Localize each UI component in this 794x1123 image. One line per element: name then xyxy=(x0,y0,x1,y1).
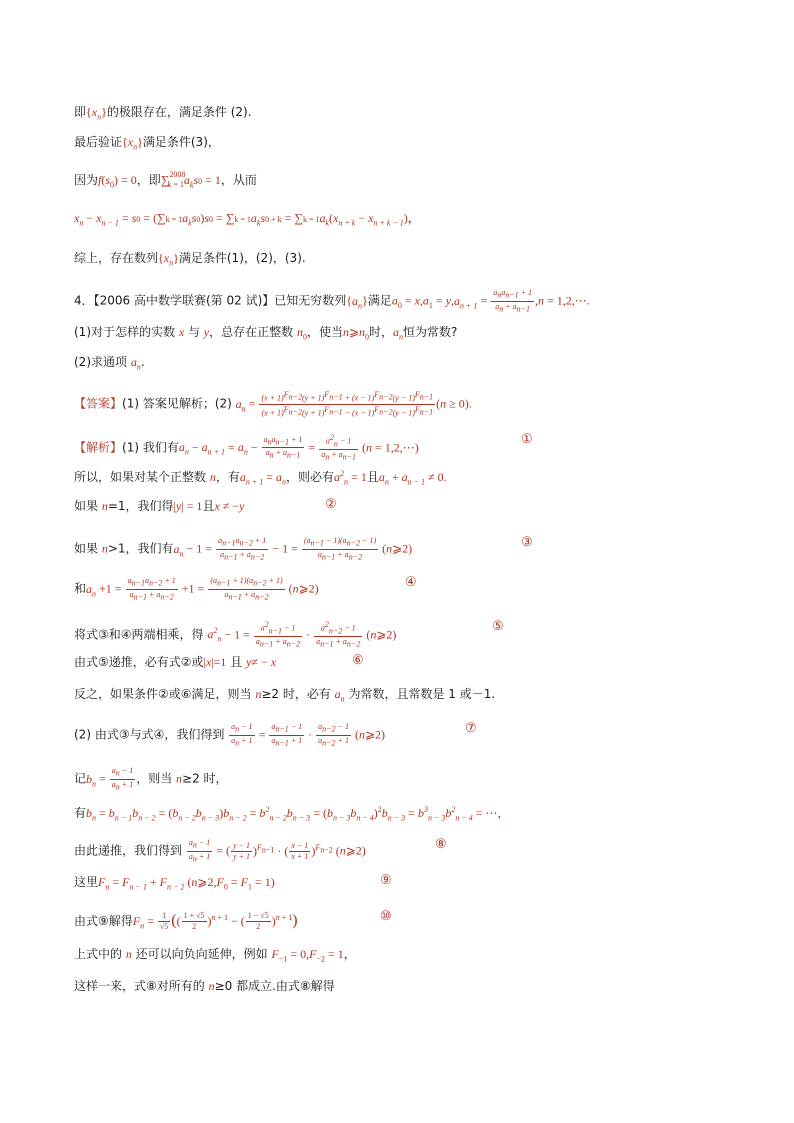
analysis-line-11: 有$b_n = b_{n - 1}b_{n - 2} = (b_{n - 2}b_{n - 3})b_{n - 2} = b^2_{n - 2}b_{n - 3} = (b_{n - 3}b_{n - 4})^2b_{n - 3} = b^3_{n - 3}b^2_{n - 4}$ = ⋯， xyxy=(74,805,510,823)
eq-number-1: ① xyxy=(521,432,533,447)
analysis-line-7: 由式⑤递推，必有式②或|x|=1 且 y≠ − x xyxy=(74,655,277,669)
analysis-line-8: 反之，如果条件②或⑥满足，则当 n≥2 时，必有 $a_n$ 为常数，且常数是 1 或－1. xyxy=(74,687,496,704)
analysis-line-15: 上式中的 n 还可以向负向延伸，例如 $F_{-1} = 0,F_{-2} = 1$， xyxy=(74,947,356,964)
analysis-line-4: 如果 n>1，我们有$a_n - 1$ = $\frac{a_{n-1}a_{n-2} + 1}{a_{n-1} + a_{n-2}}$ − 1 = $\frac{(a_{n-1} - 1)(a_{n-2} - 1)}{a_{n-1} + a_{n-2}}$ (n⩾2) xyxy=(74,536,413,562)
eq-number-6: ⑥ xyxy=(352,653,364,668)
text-line-5: 综上，存在数列$\{x_n\}$满足条件(1)，(2)，(3). xyxy=(74,251,306,268)
eq-number-8: ⑧ xyxy=(435,837,447,852)
question-1: (1)对于怎样的实数 x 与 y，总存在正整数 $n_0$，使当$n⩾n_0$时，$a_n$恒为常数? xyxy=(74,325,458,342)
analysis-line-10: 记$b_n$ = $\frac{a_n - 1}{a_n + 1}$ ，则当 n≥2 时， xyxy=(74,766,228,792)
answer-line: 【答案】(1) 答案见解析；(2) $a_n$ = $\frac{(x + 1)^{F_{n-2}}(y + 1)^{F_{n-1}} + (x - 1)^{F_{n-2}}(y - 1)^{F_{n-1}}}{(x + 1)^{F_{n-2}}(y + 1)^{F_{n-1}} - (x - 1)^{F_{n-2}}(y - 1)^{F_{n-1}}}$ (n ≥ 0). xyxy=(74,390,472,418)
problem-4-title: 4．【2006 高中数学联赛(第 02 试)】已知无穷数列$\{a_n\}$满足$a_0 = x,a_1 = y,a_{n + 1}$ = $\frac{a_na_{n-1} + 1}{a_n + a_{n-1}}$ ,n = 1,2,⋯. xyxy=(74,288,590,314)
eq-number-2: ② xyxy=(325,497,337,512)
question-2: (2)求通项 $a_n$. xyxy=(74,355,145,372)
text-line-2: 最后验证$\{x_n\}$满足条件(3)， xyxy=(74,135,220,152)
analysis-line-1: 【解析】(1) 我们有$a_n - a_{n + 1} = a_n$ − $\frac{a_na_{n-1} + 1}{a_n + a_{n-1}}$ = $\frac{a^2_n - 1}{a_n + a_{n-1}}$ (n = 1,2,⋯) xyxy=(74,433,419,462)
analysis-line-16: 这样一来，式⑧对所有的 n≥0 都成立.由式⑧解得 xyxy=(74,979,335,993)
analysis-line-14: 由式⑨解得$F_n$ = $\frac{1}{√5}$ (( $\frac{1 + √5}{2}$ )$^{n + 1}$ − ( $\frac{1 - √5}{2}$ )$^{n + 1}$) xyxy=(74,911,298,931)
eq-number-4: ④ xyxy=(405,575,417,590)
analysis-line-13: 这里$F_n = F_{n - 1} + F_{n - 2}$ $(n⩾2,F_0 = F_1 = 1)$ xyxy=(74,875,275,892)
text-line-1: 即$\{x_n\}$的极限存在，满足条件 (2). xyxy=(74,105,252,122)
analysis-line-12: 由此递推，我们得到 $\frac{a_n - 1}{a_n + 1}$ = ( $\frac{y - 1}{y + 1}$ )$^{F_{n-1}}$ · ( $\frac{x - 1}{x + 1}$ )$^{F_{n-2}}$ (n⩾2) xyxy=(74,838,366,864)
text-line-3: 因为$f(s_0) = 0$，即$\sum^{2008}_{k = 1}a_ks0 = 1$，从而 xyxy=(74,170,257,190)
eq-number-9: ⑨ xyxy=(380,873,392,888)
eq-number-5: ⑤ xyxy=(492,619,504,634)
analysis-line-6: 将式③和④两端相乘，得 $a^2_n - 1$ = $\frac{a^2_{n-1} - 1}{a_{n-1} + a_{n-2}}$ · $\frac{a^2_{n-2} - 1}{a_{n-1} + a_{n-2}}$ (n⩾2) xyxy=(74,620,397,649)
analysis-line-3: 如果 n=1，我们得|y| = 1且x ≠ −y xyxy=(74,499,245,513)
eq-number-3: ③ xyxy=(521,535,533,550)
eq-number-7: ⑦ xyxy=(465,721,477,736)
analysis-line-9: (2) 由式③与式④，我们得到 $\frac{a_n - 1}{a_n + 1}$ = $\frac{a_{n-1} - 1}{a_{n-1} + 1}$ · $\frac{a_{n-2} - 1}{a_{n-2} + 1}$ (n⩾2) xyxy=(74,722,386,748)
eq-number-10: ⑩ xyxy=(380,909,392,924)
analysis-line-5: 和$a_n +1$ = $\frac{a_{n-1}a_{n-2} + 1}{a_{n-1} + a_{n-2}}$ +1 = $\frac{(a_{n-1} + 1)(a_{n-2} + 1)}{a_{n-1} + a_{n-2}}$ (n⩾2) xyxy=(74,576,319,602)
analysis-line-2: 所以，如果对某个正整数 n，有$a_{n + 1} = a_n$，则必有$a^2_n = 1$且$a_n + a_{n - 1} \ne 0$. xyxy=(74,469,447,487)
text-line-4: $x_n - x_{n - 1} = s0 = (\sum k = 1a_ks0)s0 = \sum k = 1a_ks0 + k = \sum k = 1a_k(x_{n + k} - x_{n + k - 1})$， xyxy=(74,211,420,228)
